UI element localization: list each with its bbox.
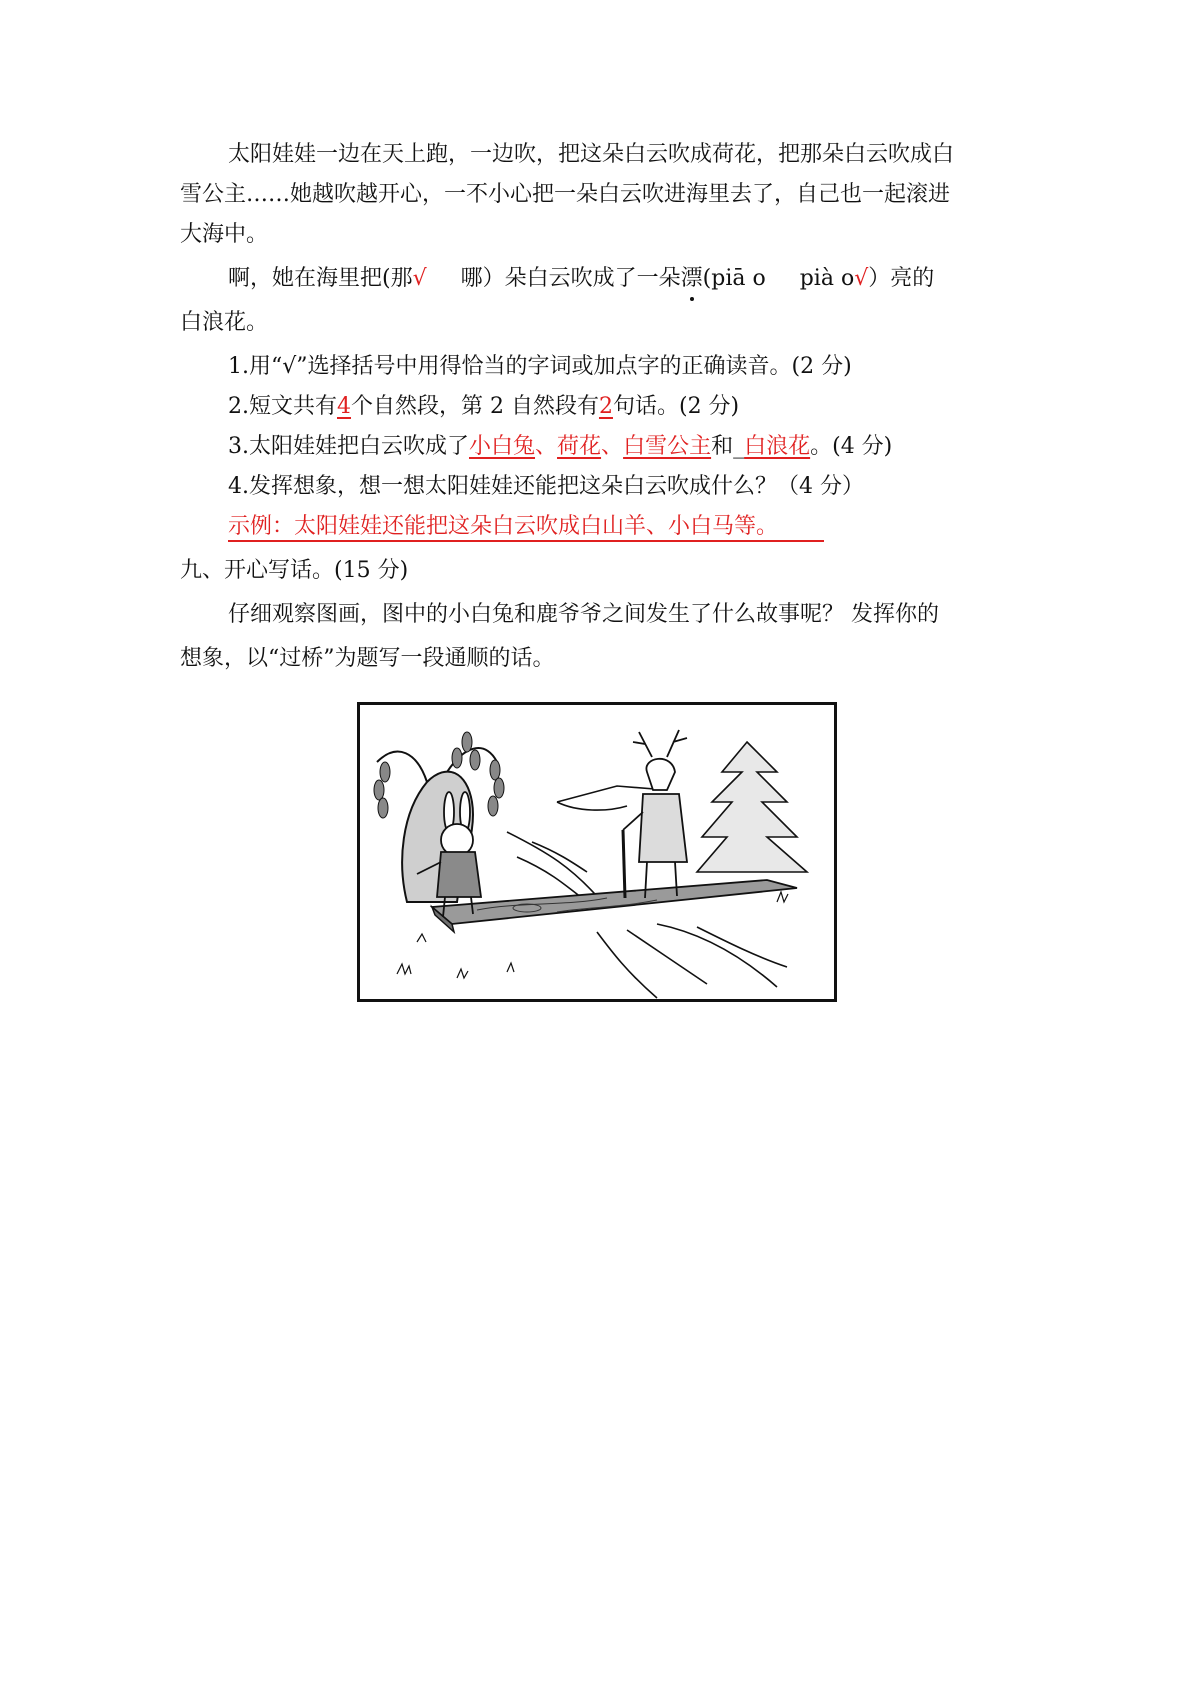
pinyin-option-1: (piā o — [702, 266, 766, 291]
para4-pre: 啊，她在海里把(那 — [228, 266, 413, 291]
passage-para3-line2: 雪公主……她越吹越开心，一不小心把一朵白云吹进海里去了，自己也一起滚进 — [180, 182, 951, 207]
pinyin-option-2: pià o — [799, 266, 855, 291]
q2-text-b: 个自然段，第 2 自然段有 — [351, 394, 599, 419]
check-mark-icon: √ — [854, 266, 869, 291]
section-9-prompt-line2: 想象，以“过桥”为题写一段通顺的话。 — [180, 646, 555, 671]
q2-text-a: 2.短文共有 — [228, 394, 337, 419]
q3-end: 。(4 分) — [810, 434, 893, 459]
answer-item-2: 荷花 — [557, 434, 602, 459]
question-4: 4.发挥想象，想一想太阳娃娃还能把这朵白云吹成什么？（4 分） — [228, 474, 864, 499]
answer-paragraph-count: 4 — [337, 394, 351, 419]
section-9-heading: 九、开心写话。(15 分) — [180, 558, 409, 583]
question-3 — [228, 432, 892, 462]
para4-post: ）亮的 — [868, 266, 935, 291]
question-1: 1.用“√”选择括号中用得恰当的字词或加点字的正确读音。(2 分) — [228, 354, 852, 379]
check-mark-icon: √ — [412, 266, 427, 291]
answer-item-1: 小白兔 — [469, 434, 536, 459]
q3-sep-2: 、 — [601, 434, 624, 459]
passage-para3-line1: 太阳娃娃一边在天上跑，一边吹，把这朵白云吹成荷花，把那朵白云吹成白 — [228, 142, 955, 167]
q3-sep-1: 、 — [535, 434, 558, 459]
passage-para4-line2: 白浪花。 — [180, 310, 269, 335]
answer-sentence-count: 2 — [598, 394, 613, 419]
answer-underline — [228, 540, 824, 542]
q3-text-a: 3.太阳娃娃把白云吹成了 — [228, 434, 469, 459]
para4-na: 哪）朵白云吹成了一朵 — [460, 266, 681, 291]
question-4-answer: 示例：太阳娃娃还能把这朵白云吹成白山羊、小白马等。 — [228, 514, 779, 539]
passage-para4-line1 — [228, 264, 934, 294]
q2-text-c: 句话。(2 分) — [612, 394, 740, 419]
answer-item-4: 白浪花 — [744, 434, 811, 459]
question-2 — [228, 392, 739, 422]
passage-para3-line3: 大海中。 — [180, 222, 269, 247]
answer-item-3: 白雪公主 — [623, 434, 712, 459]
dotted-character: 漂 — [681, 264, 703, 294]
bridge-crossing-illustration — [357, 702, 837, 1002]
q3-and: 和_ — [711, 434, 745, 459]
section-9-prompt-line1: 仔细观察图画，图中的小白兔和鹿爷爷之间发生了什么故事呢？ 发挥你的 — [228, 602, 939, 627]
